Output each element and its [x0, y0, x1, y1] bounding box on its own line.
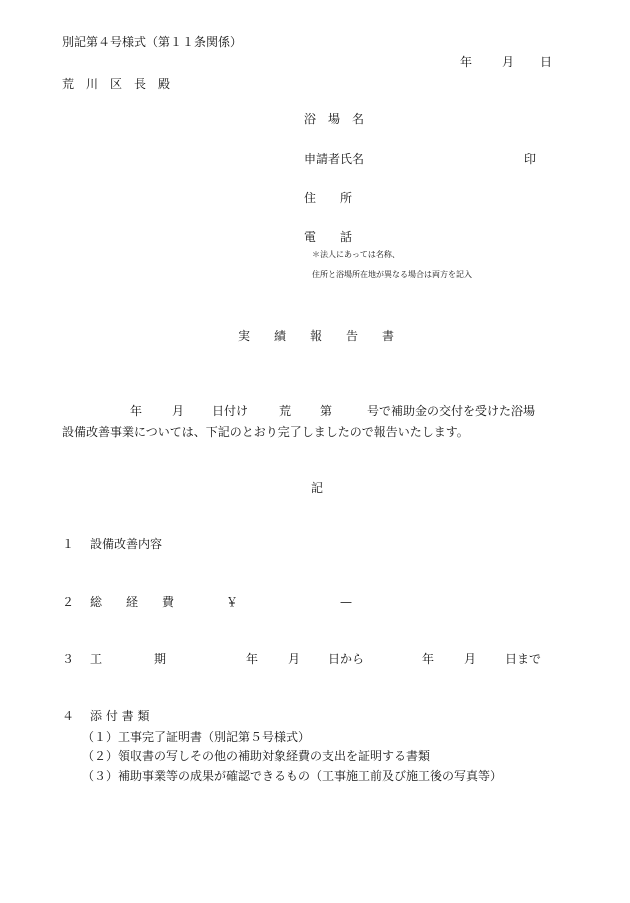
ki-heading: 記: [311, 481, 324, 495]
item2-label: 総 経 費: [90, 595, 175, 609]
body-dated: 日付け: [212, 404, 249, 418]
item3-label-a: 工: [90, 652, 103, 666]
end-month: 月: [464, 652, 477, 666]
end-year: 年: [422, 652, 435, 666]
item4-label: 添 付 書 類: [90, 709, 150, 723]
date-year: 年: [460, 55, 473, 69]
item1-label: 設備改善内容: [90, 537, 163, 551]
seal-label: 印: [524, 152, 537, 166]
attachment-doc-2: （２）領収書の写しその他の補助対象経費の支出を証明する書類: [82, 749, 431, 763]
attachment-doc-1: （１）工事完了証明書（別記第５号様式）: [82, 730, 311, 744]
phone-label: 電 話: [304, 230, 353, 244]
note-line-2: 住所と浴場所在地が異なる場合は両方を記入: [312, 270, 472, 279]
address-label: 住 所: [304, 191, 353, 205]
start-year: 年: [246, 652, 259, 666]
end-day: 日まで: [505, 652, 542, 666]
attachment-doc-3: （３）補助事業等の成果が確認できるもの（工事施工前及び施工後の写真等）: [82, 769, 503, 783]
body-month: 月: [172, 404, 185, 418]
body-ara: 荒: [279, 404, 292, 418]
body-line2: 設備改善事業については、下記のとおり完了しましたので報告いたします。: [62, 425, 469, 439]
body-year: 年: [130, 404, 143, 418]
start-month: 月: [288, 652, 301, 666]
recipient: 荒 川 区 長 殿: [62, 77, 171, 91]
item1-number: １: [62, 537, 75, 551]
yen-sign: ￥: [226, 595, 239, 609]
item2-number: ２: [62, 595, 75, 609]
document-title: 実 績 報 告 書: [238, 329, 395, 343]
body-line1-rest: 号で補助金の交付を受けた浴場: [367, 404, 536, 418]
date-month: 月: [502, 55, 515, 69]
note-line-1: ＊法人にあっては名称、: [312, 250, 400, 259]
item4-number: ４: [62, 709, 75, 723]
bathhouse-label: 浴 場 名: [304, 112, 365, 126]
applicant-name-label: 申請者氏名: [304, 152, 365, 166]
start-day: 日から: [328, 652, 365, 666]
item3-number: ３: [62, 652, 75, 666]
date-day: 日: [540, 55, 553, 69]
form-label: 別記第４号様式（第１１条関係）: [62, 35, 243, 49]
item3-label-b: 期: [154, 652, 167, 666]
body-dai: 第: [320, 404, 333, 418]
amount-dash: —: [340, 595, 352, 609]
